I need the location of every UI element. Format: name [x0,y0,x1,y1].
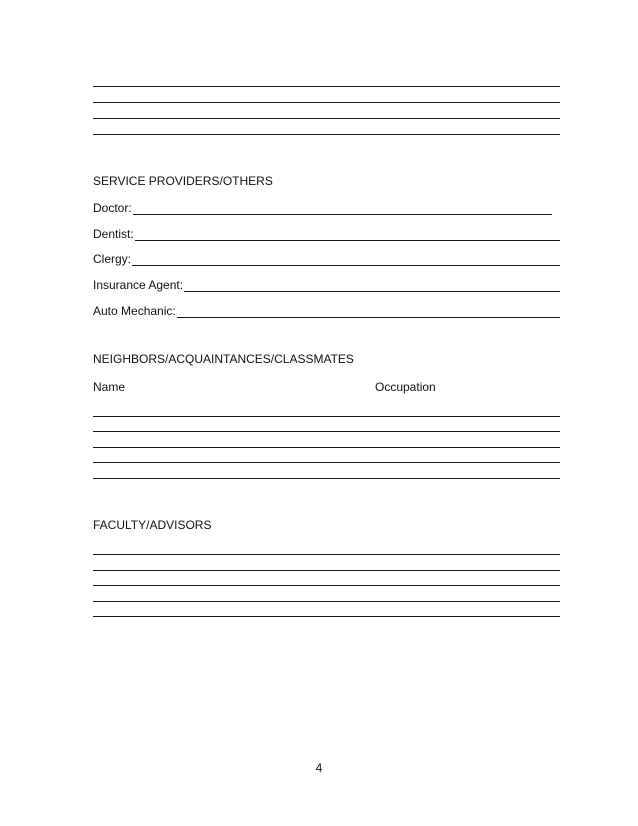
faculty-blank-line-4[interactable] [93,601,560,602]
neighbor-blank-line-3[interactable] [93,447,560,448]
faculty-blank-line-3[interactable] [93,585,560,586]
service-providers-heading: SERVICE PROVIDERS/OTHERS [93,174,273,188]
top-blank-line-1[interactable] [93,86,560,87]
occupation-column-header: Occupation [375,380,436,394]
auto-mechanic-label: Auto Mechanic: [93,304,176,318]
neighbor-blank-line-4[interactable] [93,462,560,463]
insurance-agent-field[interactable] [93,276,560,292]
insurance-agent-label: Insurance Agent: [93,278,184,292]
faculty-blank-line-2[interactable] [93,570,560,571]
faculty-blank-line-5[interactable] [93,616,560,617]
neighbor-blank-line-5[interactable] [93,478,560,479]
clergy-label: Clergy: [93,252,132,266]
insurance-agent-blank[interactable] [184,279,560,292]
clergy-blank[interactable] [132,253,560,266]
doctor-label: Doctor: [93,201,132,215]
doctor-field[interactable] [93,199,552,215]
auto-mechanic-blank[interactable] [177,305,560,318]
doctor-blank[interactable] [133,202,552,215]
neighbor-blank-line-1[interactable] [93,416,560,417]
neighbor-blank-line-2[interactable] [93,431,560,432]
top-blank-line-3[interactable] [93,118,560,119]
top-blank-line-4[interactable] [93,134,560,135]
name-column-header: Name [93,380,126,394]
page-number: 4 [315,761,323,775]
top-blank-line-2[interactable] [93,102,560,103]
clergy-field[interactable] [93,250,560,266]
neighbors-heading: NEIGHBORS/ACQUAINTANCES/CLASSMATES [93,352,354,366]
dentist-label: Dentist: [93,227,134,241]
faculty-heading: FACULTY/ADVISORS [93,518,212,532]
auto-mechanic-field[interactable] [93,302,560,318]
dentist-field[interactable] [93,225,560,241]
faculty-blank-line-1[interactable] [93,554,560,555]
dentist-blank[interactable] [135,228,560,241]
